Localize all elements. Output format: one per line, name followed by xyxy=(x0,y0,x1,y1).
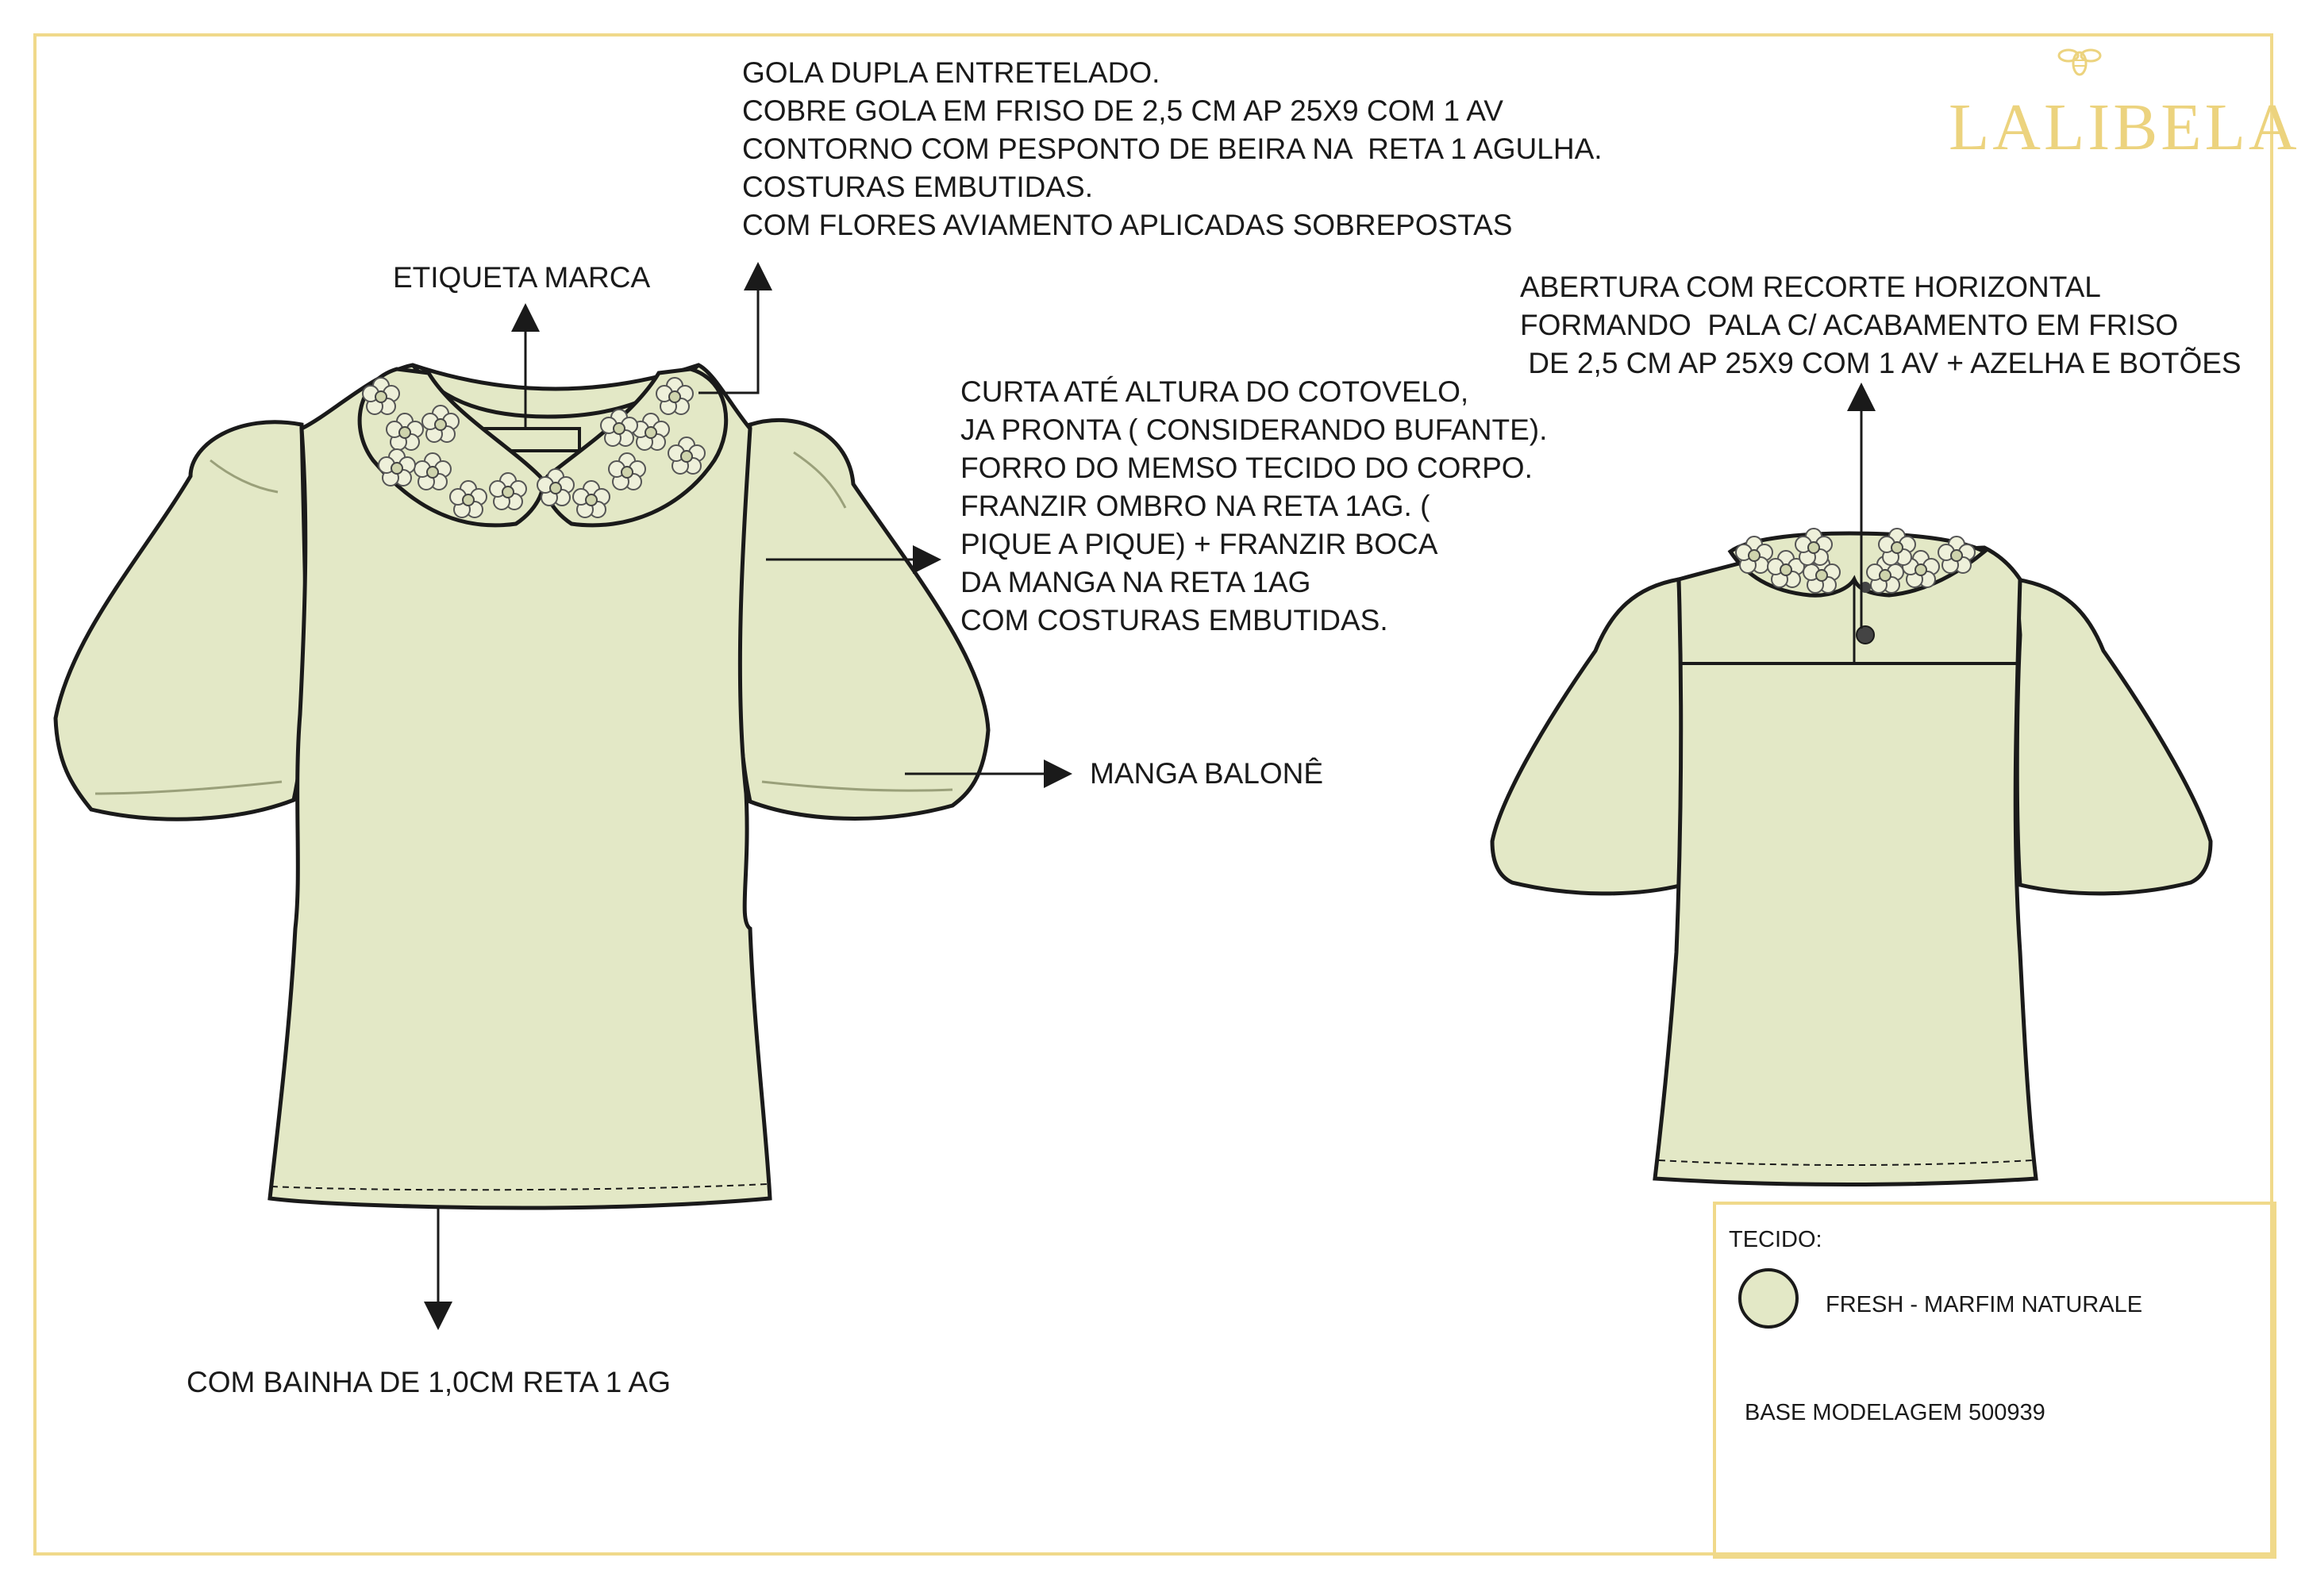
collar-line: COSTURAS EMBUTIDAS. xyxy=(742,171,1093,203)
back-body xyxy=(1655,548,2036,1185)
base-pattern: BASE MODELAGEM 500939 xyxy=(1745,1400,2045,1425)
collar-line: COM FLORES AVIAMENTO APLICADAS SOBREPOSTAS xyxy=(742,209,1513,241)
sleeve-note-line: FRANZIR OMBRO NA RETA 1AG. ( xyxy=(960,490,1430,522)
fabric-box-title: TECIDO: xyxy=(1729,1227,1822,1252)
label-callout: ETIQUETA MARCA xyxy=(393,261,651,294)
sleeve-note-line: CURTA ATÉ ALTURA DO COTOVELO, xyxy=(960,375,1469,408)
opening-line: DE 2,5 CM AP 25X9 COM 1 AV + AZELHA E BOTÕES xyxy=(1520,347,2242,379)
sleeve-note-line: JA PRONTA ( CONSIDERANDO BUFANTE). xyxy=(960,413,1548,446)
fabric-swatch xyxy=(1738,1268,1799,1329)
hem-callout: COM BAINHA DE 1,0CM RETA 1 AG xyxy=(187,1366,671,1398)
front-view xyxy=(56,365,988,1208)
sleeve-note-line: FORRO DO MEMSO TECIDO DO CORPO. xyxy=(960,452,1533,484)
back-right-sleeve xyxy=(2016,579,2211,894)
front-right-sleeve xyxy=(737,420,988,818)
sleeve-note-line: PIQUE A PIQUE) + FRANZIR BOCA xyxy=(960,528,1438,560)
brand-logo: LALIBELA xyxy=(1949,90,2300,164)
back-button xyxy=(1857,626,1874,644)
opening-line: FORMANDO PALA C/ ACABAMENTO EM FRISO xyxy=(1520,309,2179,341)
sleeve-notes xyxy=(960,373,1547,640)
front-left-sleeve xyxy=(56,422,307,819)
opening-description xyxy=(1520,268,2242,383)
sleeve-note-line: DA MANGA NA RETA 1AG xyxy=(960,566,1311,598)
fabric-name: FRESH - MARFIM NATURALE xyxy=(1826,1292,2143,1317)
collar-line: CONTORNO COM PESPONTO DE BEIRA NA RETA 1 AGULHA. xyxy=(742,133,1603,165)
fabric-box xyxy=(1713,1202,2276,1559)
collar-line: COBRE GOLA EM FRISO DE 2,5 CM AP 25X9 COM 1 AV xyxy=(742,94,1503,127)
sleeve-type-callout: MANGA BALONÊ xyxy=(1090,757,1324,790)
opening-line: ABERTURA COM RECORTE HORIZONTAL xyxy=(1520,271,2101,303)
collar-description xyxy=(742,54,1603,244)
sleeve-note-line: COM COSTURAS EMBUTIDAS. xyxy=(960,604,1388,636)
collar-line: GOLA DUPLA ENTRETELADO. xyxy=(742,56,1160,89)
back-view xyxy=(1492,529,2211,1185)
